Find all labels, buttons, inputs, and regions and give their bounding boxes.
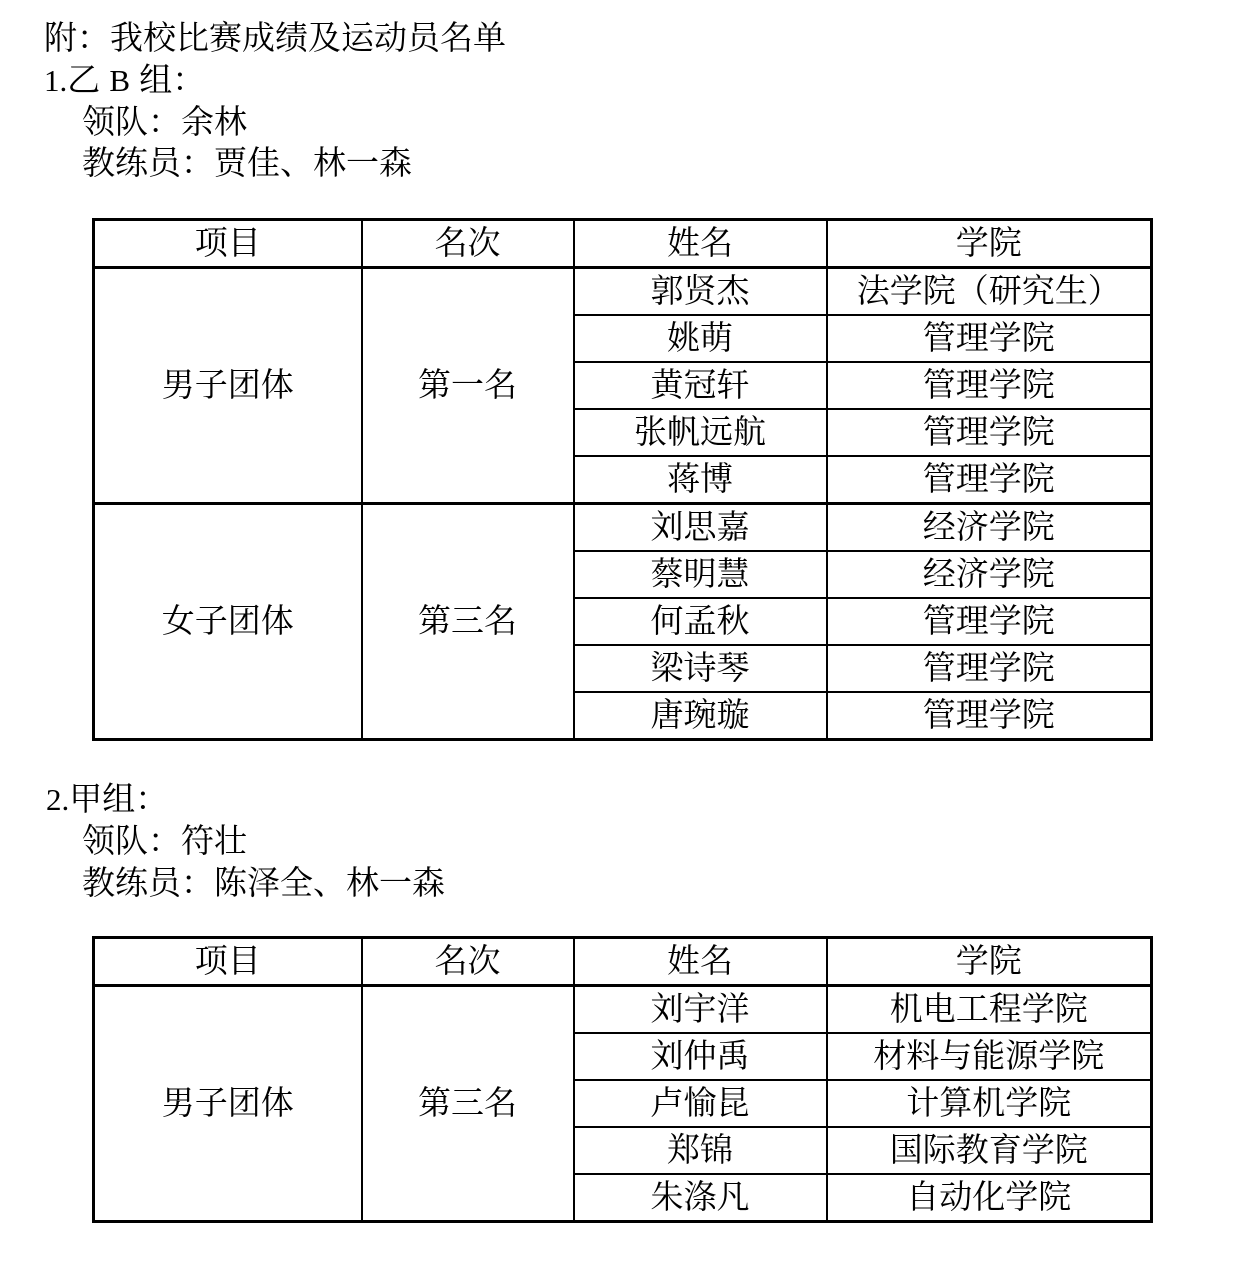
name-cell: 蒋博 xyxy=(574,456,827,504)
name-cell: 姚萌 xyxy=(574,315,827,362)
event-cell: 男子团体 xyxy=(94,268,362,504)
header-cell-rank: 名次 xyxy=(362,938,574,986)
college-cell: 经济学院 xyxy=(827,504,1152,552)
college-cell: 管理学院 xyxy=(827,315,1152,362)
name-cell: 刘仲禹 xyxy=(574,1033,827,1080)
section-2-number: 2. xyxy=(46,782,70,817)
name-cell: 郑锦 xyxy=(574,1127,827,1174)
name-cell: 何孟秋 xyxy=(574,598,827,645)
table-2-header-row xyxy=(94,938,1152,986)
results-table-1 xyxy=(92,218,1153,741)
section-1-coach-line: 教练员：贾佳、林一森 xyxy=(82,144,412,181)
name-cell: 刘思嘉 xyxy=(574,504,827,552)
section-1-label-post: 组： xyxy=(130,61,206,98)
college-cell: 管理学院 xyxy=(827,362,1152,409)
section-2-leader-line: 领队：符壮 xyxy=(82,822,247,859)
college-cell: 管理学院 xyxy=(827,598,1152,645)
college-cell: 计算机学院 xyxy=(827,1080,1152,1127)
college-cell: 材料与能源学院 xyxy=(827,1033,1152,1080)
section-1-heading xyxy=(44,54,205,101)
header-cell-rank: 名次 xyxy=(362,220,574,268)
college-cell: 管理学院 xyxy=(827,692,1152,740)
header-cell-name: 姓名 xyxy=(574,220,827,268)
rank-cell: 第三名 xyxy=(362,504,574,740)
athlete-row xyxy=(94,986,1152,1034)
college-cell: 管理学院 xyxy=(827,645,1152,692)
header-cell-event: 项目 xyxy=(94,938,362,986)
header-cell-college: 学院 xyxy=(827,220,1152,268)
results-table-2 xyxy=(92,936,1153,1223)
event-cell: 女子团体 xyxy=(94,504,362,740)
college-cell: 自动化学院 xyxy=(827,1174,1152,1222)
name-cell: 唐琬璇 xyxy=(574,692,827,740)
header-cell-name: 姓名 xyxy=(574,938,827,986)
college-cell: 管理学院 xyxy=(827,409,1152,456)
section-2-heading xyxy=(46,773,168,820)
section-1-label-latin: B xyxy=(109,63,131,98)
name-cell: 朱涤凡 xyxy=(574,1174,827,1222)
section-1-label-pre: 乙 xyxy=(67,61,110,98)
event-cell: 男子团体 xyxy=(94,986,362,1222)
table-1-header-row xyxy=(94,220,1152,268)
college-cell: 法学院（研究生） xyxy=(827,268,1152,316)
section-1-number: 1. xyxy=(44,63,68,98)
section-1-leader-line: 领队：余林 xyxy=(82,103,247,140)
header-cell-event: 项目 xyxy=(94,220,362,268)
rank-cell: 第一名 xyxy=(362,268,574,504)
name-cell: 黄冠轩 xyxy=(574,362,827,409)
header-cell-college: 学院 xyxy=(827,938,1152,986)
page-title: 附：我校比赛成绩及运动员名单 xyxy=(44,19,506,56)
college-cell: 管理学院 xyxy=(827,456,1152,504)
college-cell: 经济学院 xyxy=(827,551,1152,598)
section-2-coach-line: 教练员：陈泽全、林一森 xyxy=(82,864,445,901)
name-cell: 蔡明慧 xyxy=(574,551,827,598)
name-cell: 张帆远航 xyxy=(574,409,827,456)
athlete-row xyxy=(94,268,1152,316)
name-cell: 郭贤杰 xyxy=(574,268,827,316)
rank-cell: 第三名 xyxy=(362,986,574,1222)
name-cell: 卢愉昆 xyxy=(574,1080,827,1127)
name-cell: 刘宇洋 xyxy=(574,986,827,1034)
college-cell: 国际教育学院 xyxy=(827,1127,1152,1174)
section-2-label-pre: 甲组： xyxy=(69,780,169,817)
name-cell: 梁诗琴 xyxy=(574,645,827,692)
athlete-row xyxy=(94,504,1152,552)
college-cell: 机电工程学院 xyxy=(827,986,1152,1034)
